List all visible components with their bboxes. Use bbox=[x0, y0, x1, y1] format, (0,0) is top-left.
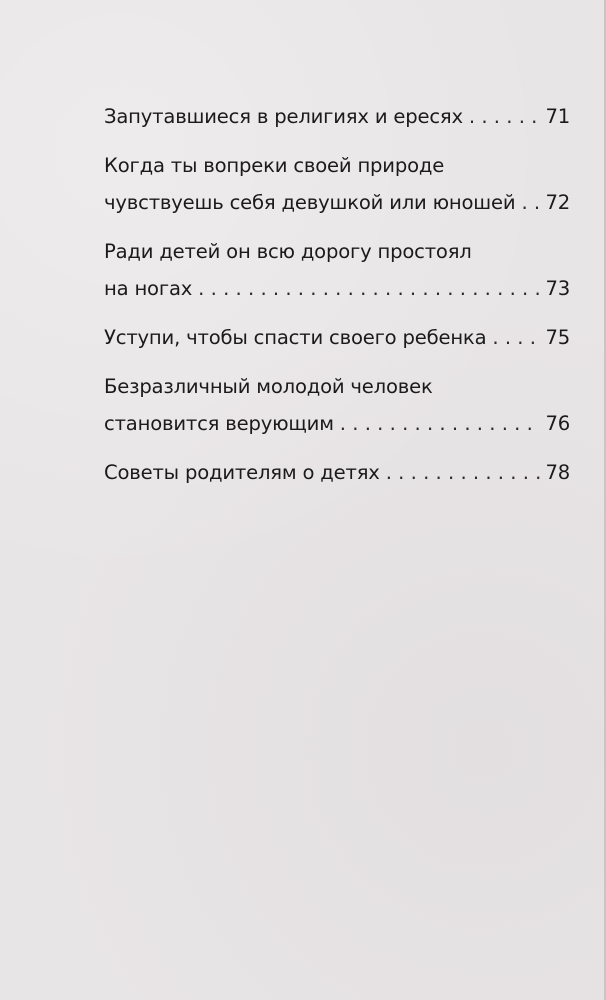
toc-entry-line bbox=[104, 319, 570, 356]
toc-entry-line bbox=[104, 184, 570, 221]
toc-entry-title: Когда ты вопреки своей природе bbox=[104, 154, 445, 177]
dot-leader bbox=[492, 319, 541, 356]
toc-entry-title: Запутавшиеся в религиях и ересях bbox=[104, 105, 463, 128]
toc-entry-line bbox=[104, 270, 570, 307]
toc-entry-line bbox=[104, 147, 570, 184]
toc-entry-line bbox=[104, 454, 570, 491]
toc-entry-line bbox=[104, 368, 570, 405]
toc-entry bbox=[104, 454, 570, 491]
toc-page-number: 73 bbox=[545, 277, 570, 300]
toc-entry bbox=[104, 233, 570, 307]
toc-entry-title: Советы родителям о детях bbox=[104, 461, 380, 484]
toc-page-number: 75 bbox=[545, 326, 570, 349]
toc-entry bbox=[104, 98, 570, 135]
toc-entry-title: становится верующим bbox=[104, 412, 334, 435]
toc-entry-title: чувствуешь себя девушкой или юношей bbox=[104, 191, 516, 214]
toc-page-number: 76 bbox=[545, 412, 570, 435]
toc-entry-line bbox=[104, 98, 570, 135]
toc-entry-title: Безразличный молодой человек bbox=[104, 375, 433, 398]
dot-leader bbox=[521, 184, 541, 221]
dot-leader bbox=[340, 405, 542, 442]
toc-page-number: 72 bbox=[545, 191, 570, 214]
table-of-contents bbox=[104, 98, 570, 503]
toc-entry-title: Уступи, чтобы спасти своего ребенка bbox=[104, 326, 487, 349]
dot-leader bbox=[198, 270, 541, 307]
dot-leader bbox=[469, 98, 542, 135]
toc-entry bbox=[104, 368, 570, 442]
dot-leader bbox=[386, 454, 542, 491]
toc-entry-title: Ради детей он всю дорогу простоял bbox=[104, 240, 472, 263]
toc-entry-title: на ногах bbox=[104, 277, 193, 300]
toc-page-number: 78 bbox=[545, 461, 570, 484]
toc-page-number: 71 bbox=[545, 105, 570, 128]
toc-entry bbox=[104, 319, 570, 356]
toc-entry-line bbox=[104, 405, 570, 442]
toc-entry-line bbox=[104, 233, 570, 270]
toc-entry bbox=[104, 147, 570, 221]
